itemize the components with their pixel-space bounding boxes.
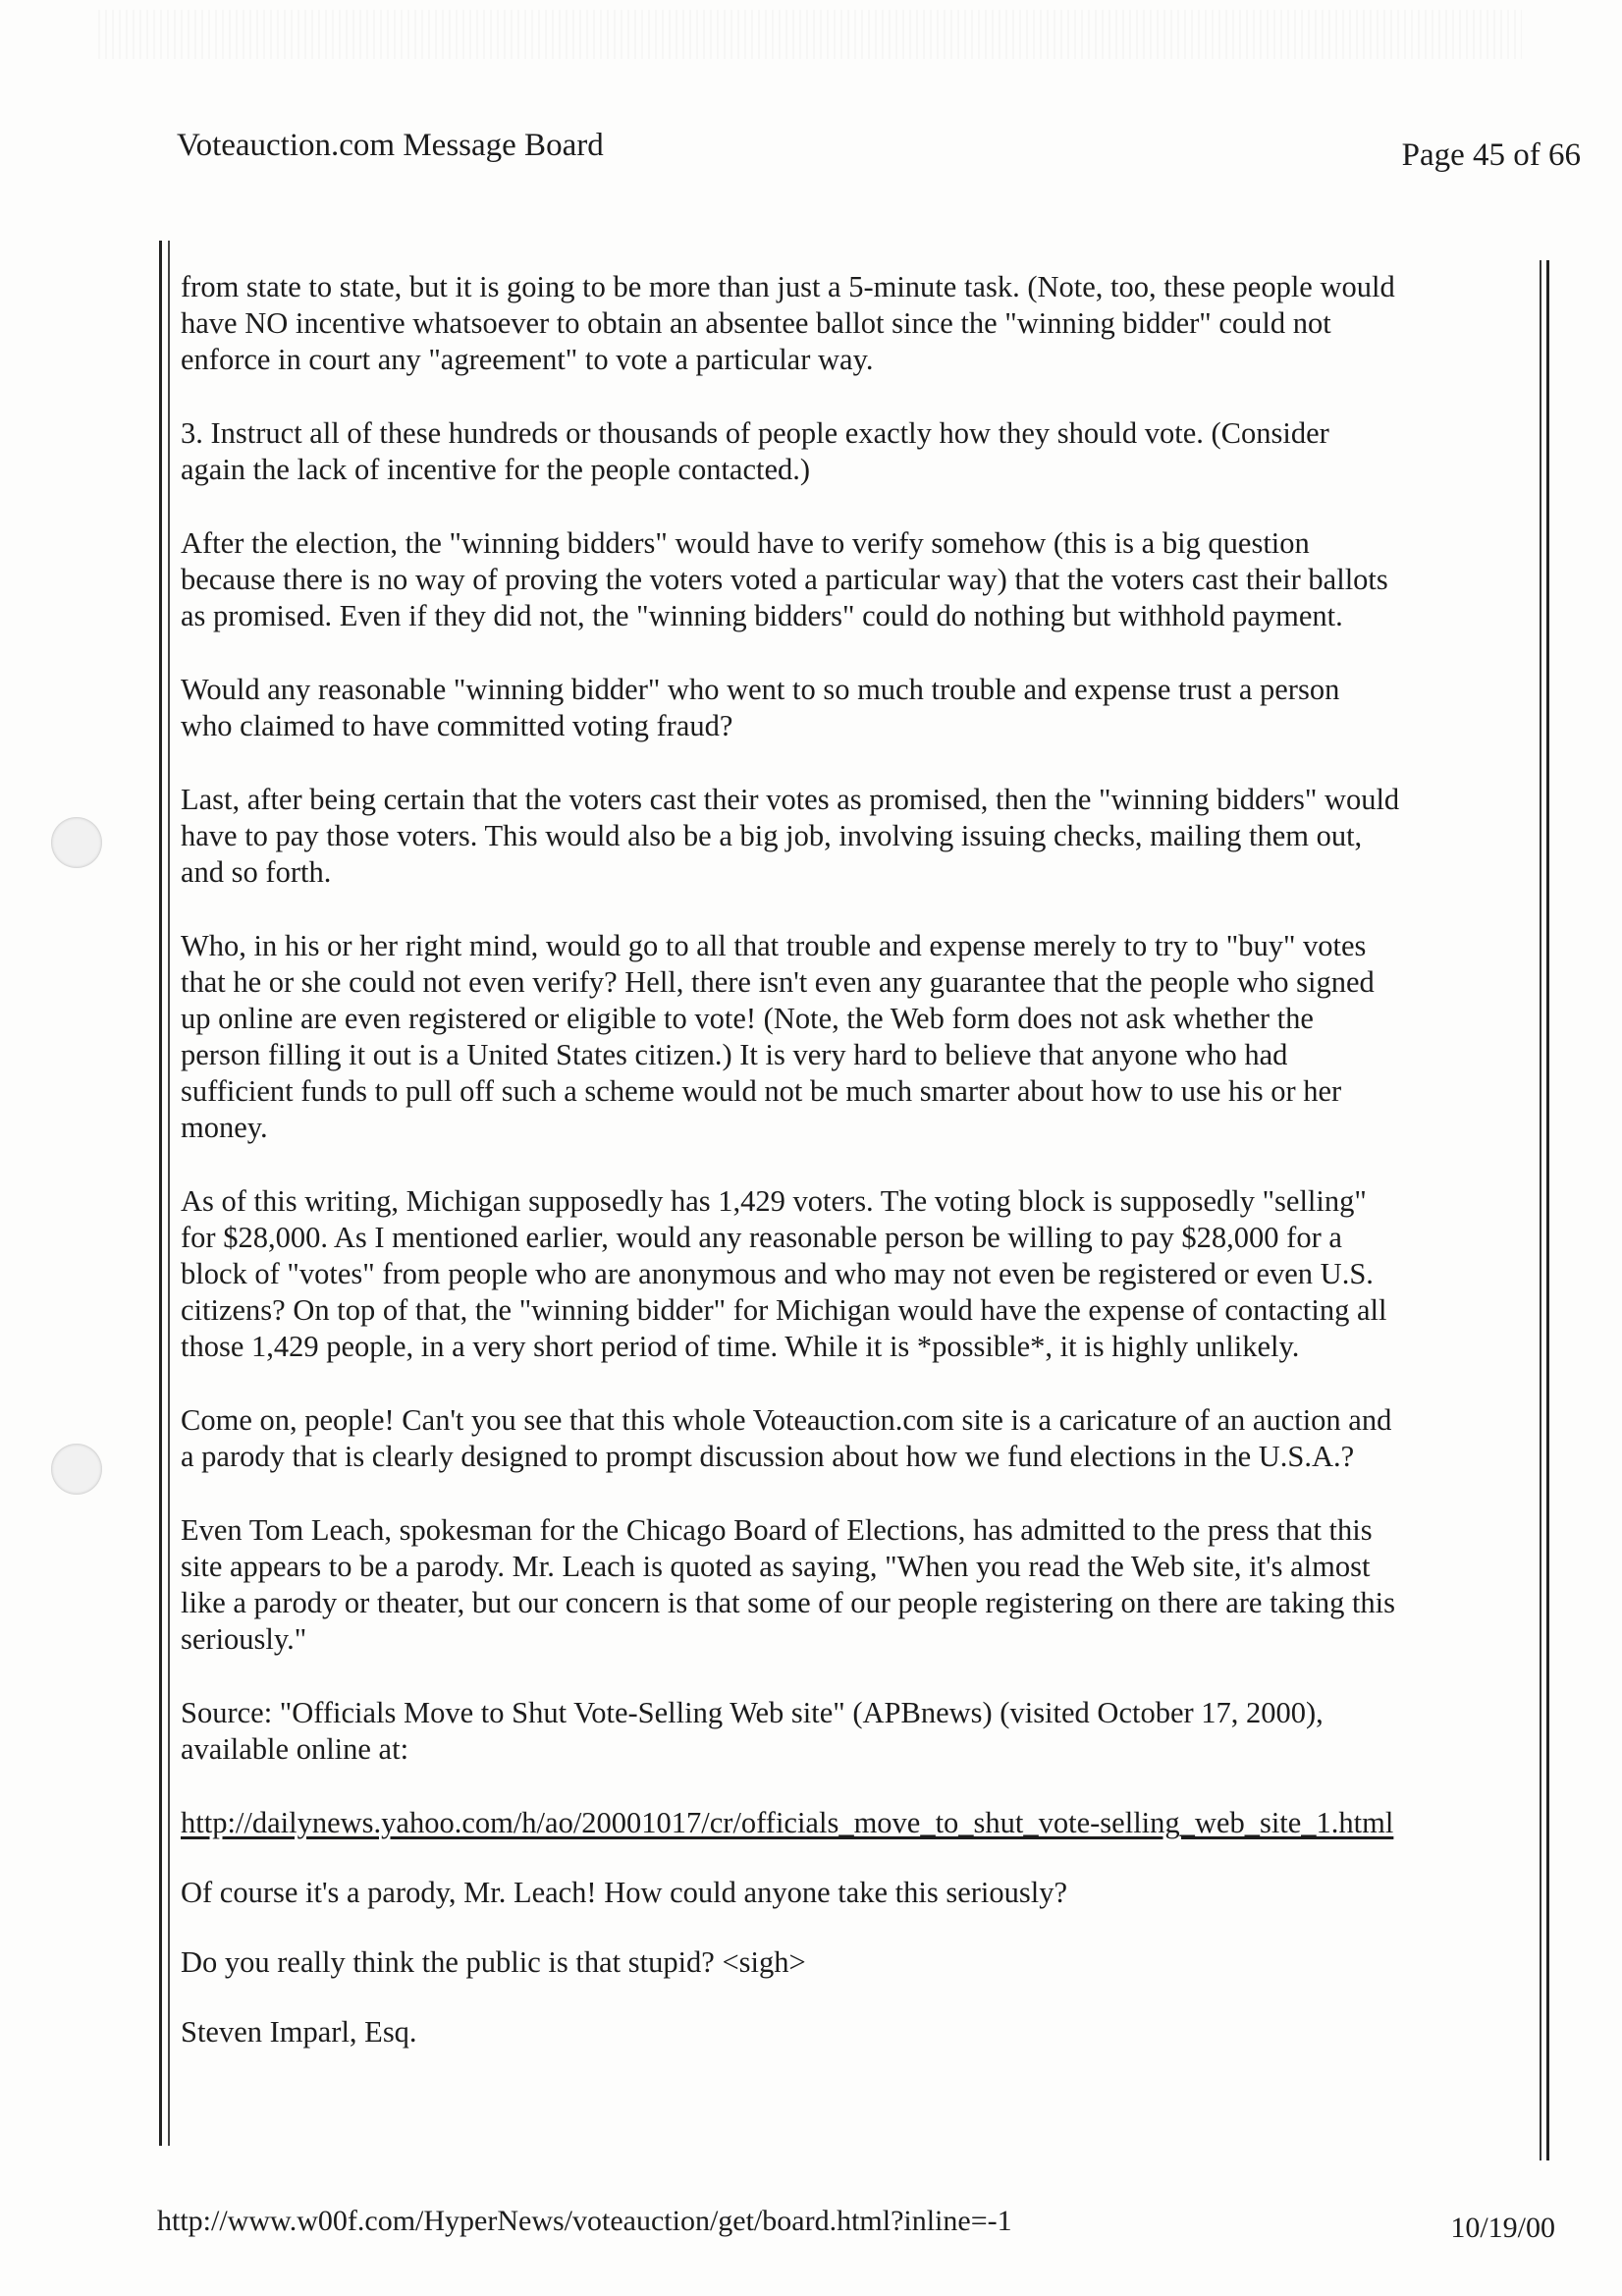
paragraph: As of this writing, Michigan supposedly has 1,429 voters. The voting block is supposedly "selling" for $28,000. As I mentioned earlier, would any reasonable person be willing to pay $28,000 for a block of "votes" from people who are anonymous and who may not even be registered or even U.S. citizens? On top of that, the "winning bidder" for Michigan would have the expense of contacting all those 1,429 people, in a very short period of time. While it is *possible*, it is highly unlikely. — [181, 1184, 1387, 1363]
paragraph: Last, after being certain that the voters cast their votes as promised, then the "winning bidders" would have to pay those voters. This would also be a big job, involving issuing checks, mailing them out, and so forth. — [181, 783, 1400, 889]
paragraph: After the election, the "winning bidders" would have to verify somehow (this is a big question because there is no way of proving the voters voted a particular way) that the voters cast their ballots as promised. Even if they did not, the "winning bidders" could do nothing but withhold payment. — [181, 526, 1388, 632]
page-title: Voteauction.com Message Board — [177, 128, 604, 163]
footer-url: http://www.w00f.com/HyperNews/voteauction/get/board.html?inline=-1 — [157, 2205, 1012, 2237]
paragraph: Even Tom Leach, spokesman for the Chicago Board of Elections, has admitted to the press that this site appears to be a parody. Mr. Leach is quoted as saying, "When you read the Web site, it's almost like a parody or theater, but our concern is that some of our people registering on there are taking this seriously." — [181, 1513, 1396, 1656]
signature: Steven Imparl, Esq. — [181, 2015, 417, 2049]
page-number: Page 45 of 66 — [1401, 137, 1581, 173]
paragraph: from state to state, but it is going to be more than just a 5-minute task. (Note, too, these people would have NO incentive whatsoever to obtain an absentee ballot since the "winning bidder" could not enforce in court any "agreement" to vote a particular way. — [181, 270, 1395, 376]
paragraph: Would any reasonable "winning bidder" who went to so much trouble and expense trust a person who claimed to have committed voting fraud? — [181, 673, 1340, 742]
paragraph: Who, in his or her right mind, would go to all that trouble and expense merely to try to "buy" votes that he or she could not even verify? Hell, there isn't even any guarantee that the people who signed up online are even registered or eligible to vote! (Note, the Web form does not ask whether the person filling it out is a United States citizen.) It is very hard to believe that anyone who had sufficient funds to pull off such a scheme would not be much smarter about how to use his or her money. — [181, 929, 1375, 1144]
source-link[interactable]: http://dailynews.yahoo.com/h/ao/20001017/cr/officials_move_to_shut_vote-selling_web_site_1.html — [181, 1806, 1394, 1839]
message-frame-left-border — [159, 241, 170, 2146]
message-body — [181, 269, 1559, 2050]
closing-line: Do you really think the public is that stupid? <sigh> — [181, 1945, 806, 1979]
punch-hole — [51, 817, 102, 868]
paragraph: Source: "Officials Move to Shut Vote-Selling Web site" (APBnews) (visited October 17, 2000), available online at: — [181, 1696, 1324, 1766]
paragraph: 3. Instruct all of these hundreds or thousands of people exactly how they should vote. (Consider again the lack of incentive for the people contacted.) — [181, 416, 1329, 486]
footer-date: 10/19/00 — [1450, 2212, 1555, 2244]
scan-noise — [98, 10, 1522, 59]
closing-line: Of course it's a parody, Mr. Leach! How could anyone take this seriously? — [181, 1876, 1068, 1909]
punch-hole — [51, 1444, 102, 1495]
paragraph: Come on, people! Can't you see that this whole Voteauction.com site is a caricature of an auction and a parody that is clearly designed to prompt discussion about how we fund elections in the U.S.A.? — [181, 1403, 1392, 1473]
